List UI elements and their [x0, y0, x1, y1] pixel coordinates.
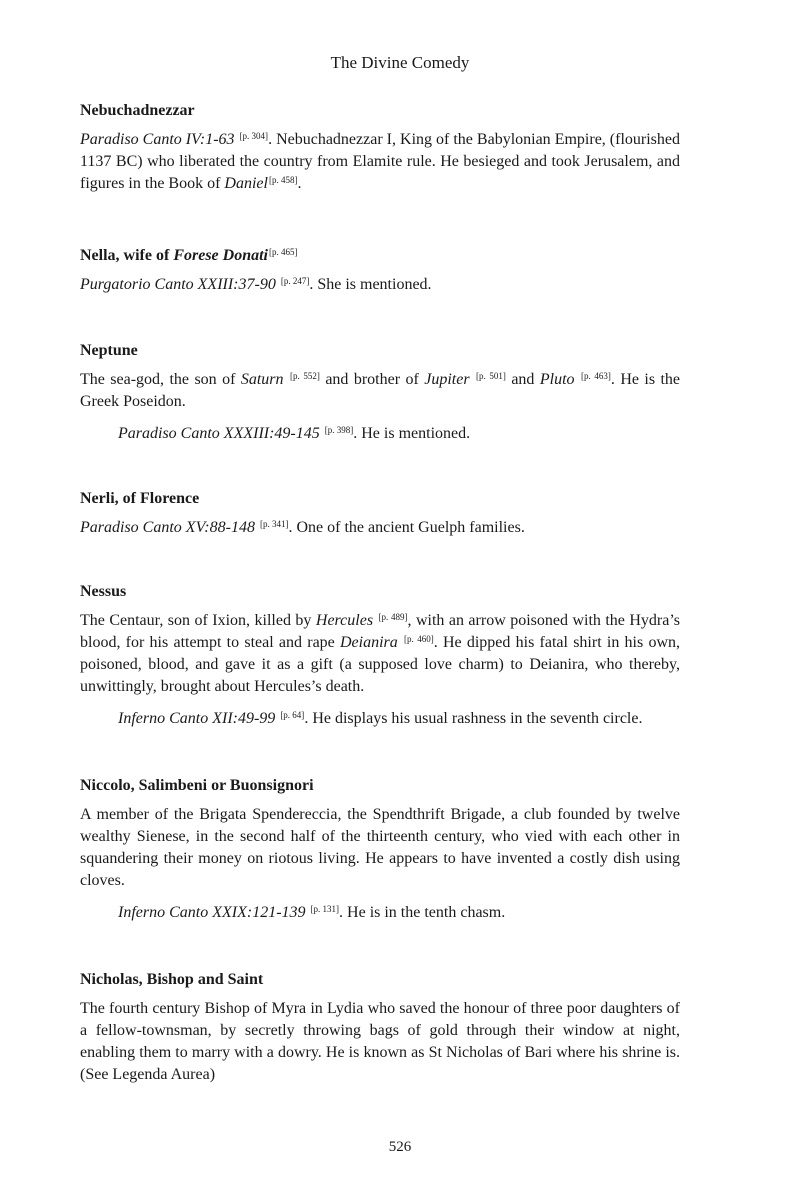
page-ref[interactable]: [p. 64] — [280, 709, 305, 720]
page-ref[interactable]: [p. 465] — [268, 246, 298, 257]
body-text: . He is the Greek Poseidon. — [80, 371, 681, 410]
body-text: . He displays his usual rashness in the seventh circle. — [304, 710, 643, 727]
page-ref[interactable]: [p. 458] — [268, 174, 298, 185]
page-ref[interactable]: [p. 341] — [259, 518, 289, 529]
entry-body — [80, 274, 680, 296]
body-text: . — [297, 175, 302, 192]
body-text: . One of the ancient Guelph families. — [288, 519, 525, 536]
glossary-link[interactable]: Hercules — [315, 612, 374, 629]
body-text: The sea-god, the son of — [80, 371, 241, 388]
entry-title: Neptune — [80, 342, 138, 359]
entry-body — [80, 610, 680, 698]
entry-nella — [80, 245, 680, 340]
glossary-link[interactable]: Pluto — [539, 371, 575, 388]
body-text: . She is mentioned. — [309, 276, 432, 293]
entry-title — [80, 245, 680, 267]
canto-link[interactable]: Purgatorio Canto XXIII:37-90 — [80, 276, 276, 293]
entry-title-text: Nella, wife of — [80, 247, 174, 264]
entry-title: Nicholas, Bishop and Saint — [80, 971, 264, 988]
glossary-link[interactable]: Saturn — [240, 371, 284, 388]
page-ref[interactable]: [p. 501] — [475, 370, 506, 381]
entry-nicholas — [80, 969, 680, 1086]
glossary-link[interactable]: Forese Donati — [173, 247, 268, 264]
body-text: and brother of — [319, 371, 425, 388]
body-text: . He dipped his fatal shirt in his own, poisoned, blood, and gave it as a gift (a supposed love charm) to Deianira, who thereby, unwittingly, brought about Hercules’s death. — [80, 634, 681, 695]
canto-link[interactable]: Paradiso Canto XXXIII:49-145 — [118, 425, 320, 442]
entry-body — [80, 517, 680, 539]
canto-reference — [80, 708, 680, 730]
page-ref[interactable]: [p. 463] — [580, 370, 611, 381]
entry-title: Nessus — [80, 583, 127, 600]
glossary-link[interactable]: Deianira — [340, 634, 398, 651]
canto-link[interactable]: Paradiso Canto XV:88-148 — [80, 519, 255, 536]
canto-link[interactable]: Inferno Canto XII:49-99 — [118, 710, 276, 727]
page-ref[interactable]: [p. 398] — [324, 424, 354, 435]
body-text: The fourth century Bishop of Myra in Lydia who saved the honour of three poor daughters of a fellow-townsman, by secretly throwing bags of gold through their window at night, enabling them to marry with a dowry. He is known as St Nicholas of Bari where his shrine is. (See Legenda Aurea) — [80, 1000, 680, 1083]
page-ref[interactable]: [p. 460] — [404, 633, 434, 644]
glossary-link[interactable]: Jupiter — [424, 371, 470, 388]
canto-reference — [80, 423, 680, 445]
body-text: The Centaur, son of Ixion, killed by — [80, 612, 316, 629]
canto-link[interactable]: Paradiso Canto IV:1-63 — [80, 131, 235, 148]
body-text: , with an arrow poisoned with the Hydra’s blood, for his attempt to steal and rape — [80, 612, 681, 651]
canto-link[interactable]: Inferno Canto XXIX:121-139 — [118, 904, 306, 921]
page-number: 526 — [388, 1139, 412, 1155]
body-text: . He is mentioned. — [353, 425, 471, 442]
entry-nebuchadnezzar — [80, 100, 680, 245]
page-ref[interactable]: [p. 131] — [310, 903, 340, 914]
body-text: . Nebuchadnezzar I, King of the Babylonian Empire, (flourished 1137 BC) who liberated the country from Elamite rule. He besieged and took Jerusalem, and figures in the Book of — [80, 131, 681, 192]
entry-neptune — [80, 340, 680, 488]
entry-body — [80, 129, 680, 195]
entry-title: Nerli, of Florence — [80, 490, 200, 507]
entry-body — [80, 369, 680, 413]
entry-title: Niccolo, Salimbeni or Buonsignori — [80, 777, 314, 794]
body-text: and — [505, 371, 540, 388]
entry-body — [80, 804, 680, 892]
page-ref[interactable]: [p. 552] — [289, 370, 320, 381]
page-ref[interactable]: [p. 304] — [239, 130, 269, 141]
glossary-content — [80, 100, 680, 1086]
entry-title: Nebuchadnezzar — [80, 102, 195, 119]
glossary-link[interactable]: Daniel — [224, 175, 268, 192]
entry-nerli — [80, 488, 680, 581]
page-ref[interactable]: [p. 489] — [378, 611, 408, 622]
canto-reference — [80, 902, 680, 924]
body-text: . He is in the tenth chasm. — [339, 904, 506, 921]
entry-body — [80, 998, 680, 1086]
body-text: A member of the Brigata Spendereccia, the Spendthrift Brigade, a club founded by twelve wealthy Sienese, in the second half of the thirteenth century, who vied with each other in squandering their money on riotous living. He appears to have invented a costly dish using cloves. — [80, 806, 680, 889]
entry-nessus — [80, 581, 680, 775]
page-ref[interactable]: [p. 247] — [280, 275, 310, 286]
page-header: The Divine Comedy — [330, 53, 470, 72]
entry-niccolo — [80, 775, 680, 969]
